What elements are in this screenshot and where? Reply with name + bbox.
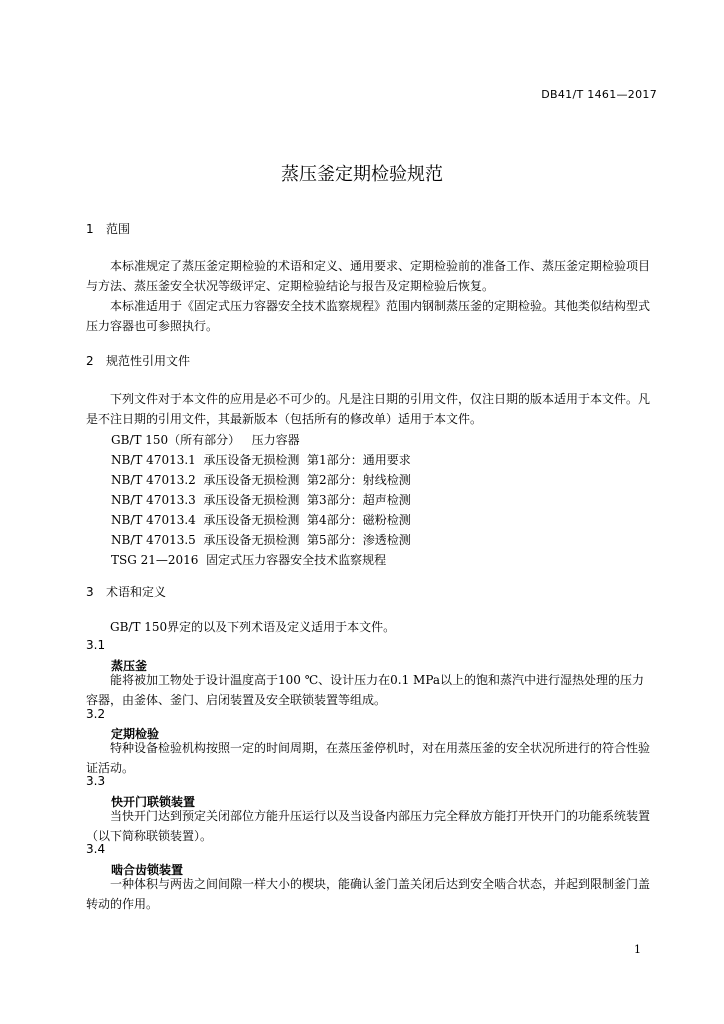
- paragraph-text: 本标准规定了蒸压釜定期检验的术语和定义、通用要求、定期检验前的准备工作、蒸压釜定期检验项目与方法、蒸压釜安全状况等级评定、定期检验结论与报告及定期检验后恢复。: [86, 259, 651, 293]
- paragraph-text: 一种体积与两齿之间间隙一样大小的楔块，能确认釜门盖关闭后达到安全啮合状态，并起到限制釜门盖转动的作用。: [86, 877, 651, 911]
- page-number: 1: [634, 943, 641, 956]
- term-title: 定期检验: [111, 727, 160, 741]
- reference-item: NB/T 47013.1 承压设备无损检测 第1部分：通用要求: [111, 453, 411, 467]
- term-number: 3.2: [86, 707, 106, 721]
- section-number: 2: [86, 354, 94, 368]
- paragraph-text: 当快开门达到预定关闭部位方能升压运行以及当设备内部压力完全释放方能打开快开门的功能系统装置（以下简称联锁装置）。: [86, 809, 651, 843]
- paragraph-text: 下列文件对于本文件的应用是必不可少的。凡是注日期的引用文件，仅注日期的版本适用于本文件。凡是不注日期的引用文件，其最新版本（包括所有的修改单）适用于本文件。: [86, 392, 651, 426]
- reference-item: NB/T 47013.4 承压设备无损检测 第4部分：磁粉检测: [111, 513, 411, 527]
- reference-item: GB/T 150（所有部分） 压力容器: [111, 433, 300, 447]
- term-number: 3.4: [86, 842, 106, 856]
- section-title: 术语和定义: [106, 585, 167, 599]
- paragraph-text: 能将被加工物处于设计温度高于100 ℃、设计压力在0.1 MPa以上的饱和蒸汽中进行湿热处理的压力容器，由釜体、釜门、启闭装置及安全联锁装置等组成。: [86, 673, 645, 707]
- paragraph: [86, 296, 656, 336]
- term-definition: [86, 874, 656, 914]
- paragraph: [86, 617, 656, 637]
- section-heading-3: [86, 583, 166, 600]
- standard-code: DB41/T 1461—2017: [541, 88, 657, 101]
- paragraph-text: GB/T 150界定的以及下列术语及定义适用于本文件。: [110, 620, 396, 634]
- section-heading-2: [86, 352, 190, 369]
- page-title: 蒸压釜定期检验规范: [281, 164, 443, 185]
- term-title: 蒸压釜: [111, 659, 148, 673]
- paragraph-text: 特种设备检验机构按照一定的时间周期，在蒸压釜停机时，对在用蒸压釜的安全状况所进行的符合性验证活动。: [86, 741, 651, 775]
- section-heading-1: [86, 220, 130, 237]
- reference-item: NB/T 47013.2 承压设备无损检测 第2部分：射线检测: [111, 473, 411, 487]
- term-number: 3.1: [86, 638, 106, 652]
- reference-item: NB/T 47013.5 承压设备无损检测 第5部分：渗透检测: [111, 533, 411, 547]
- section-title: 范围: [106, 222, 131, 236]
- term-definition: [86, 670, 656, 710]
- section-title: 规范性引用文件: [106, 354, 191, 368]
- term-definition: [86, 738, 656, 778]
- section-number: 1: [86, 222, 94, 236]
- paragraph: [86, 256, 656, 296]
- term-number: 3.3: [86, 774, 106, 788]
- section-number: 3: [86, 585, 94, 599]
- term-title: 快开门联锁装置: [111, 795, 196, 809]
- reference-item: TSG 21—2016 固定式压力容器安全技术监察规程: [111, 553, 387, 567]
- reference-item: NB/T 47013.3 承压设备无损检测 第3部分：超声检测: [111, 493, 411, 507]
- term-definition: [86, 806, 656, 846]
- term-title: 啮合齿锁装置: [111, 863, 184, 877]
- paragraph-text: 本标准适用于《固定式压力容器安全技术监察规程》范围内钢制蒸压釜的定期检验。其他类似结构型式压力容器也可参照执行。: [86, 299, 651, 333]
- paragraph: [86, 389, 656, 429]
